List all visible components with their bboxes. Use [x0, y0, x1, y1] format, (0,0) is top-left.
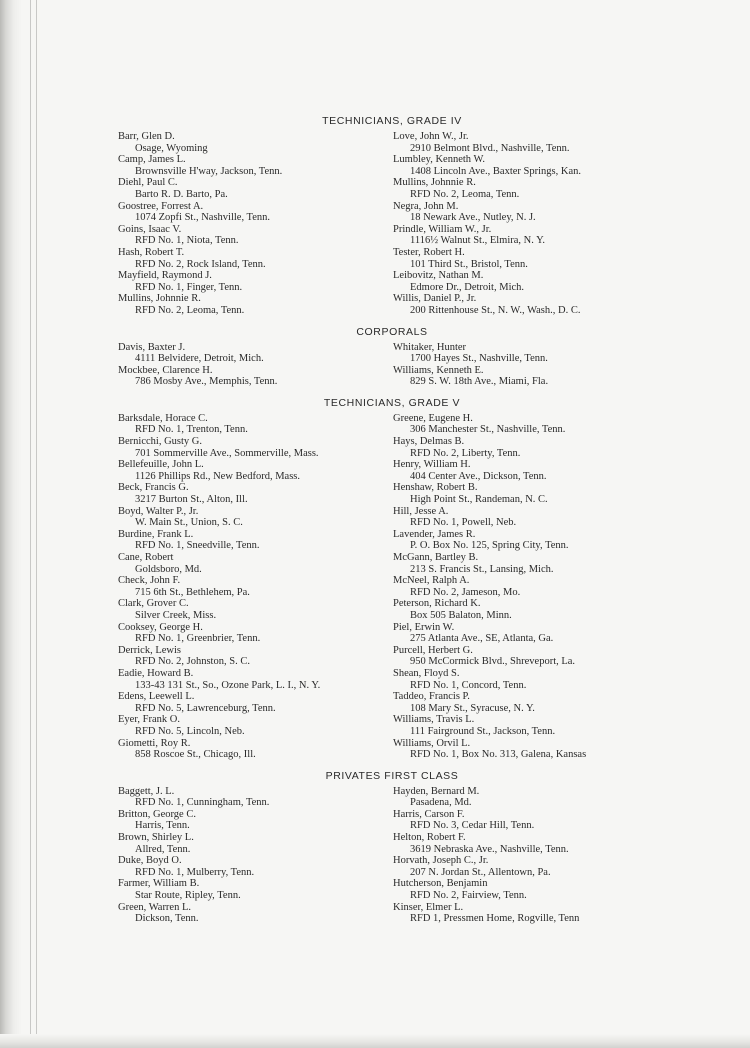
page-edge-line — [30, 0, 31, 1048]
soldier-name: Horvath, Joseph C., Jr. — [393, 855, 489, 867]
soldier-name: Piel, Erwin W. — [393, 621, 455, 633]
soldier-name: Beck, Francis G. — [118, 482, 189, 494]
roster-entry — [393, 738, 666, 761]
soldier-address: 207 N. Jordan St., Allentown, Pa. — [410, 866, 551, 878]
soldier-address: 306 Manchester St., Nashville, Tenn. — [410, 424, 566, 436]
soldier-name: Hash, Robert T. — [118, 246, 185, 258]
soldier-address: 404 Center Ave., Dickson, Tenn. — [410, 470, 547, 482]
section-heading: PRIVATES FIRST CLASS — [325, 769, 459, 782]
soldier-address: Silver Creek, Miss. — [135, 609, 217, 621]
soldier-address: 4111 Belvidere, Detroit, Mich. — [135, 353, 264, 365]
soldier-address: 3619 Nebraska Ave., Nashville, Tenn. — [410, 843, 569, 855]
soldier-address: RFD No. 1, Finger, Tenn. — [135, 281, 243, 293]
roster-section — [118, 769, 666, 925]
soldier-name: Diehl, Paul C. — [118, 177, 178, 189]
soldier-address: RFD No. 1, Niota, Tenn. — [135, 235, 239, 247]
roster-entry — [118, 809, 391, 832]
roster-entry — [118, 575, 391, 598]
soldier-address: 108 Mary St., Syracuse, N. Y. — [410, 702, 535, 714]
roster-entry — [118, 177, 391, 200]
soldier-name: Willis, Daniel P., Jr. — [393, 293, 477, 305]
roster-entry — [393, 668, 666, 691]
roster-entry — [393, 247, 666, 270]
roster-entry — [118, 224, 391, 247]
roster-entry — [393, 506, 666, 529]
soldier-name: Cooksey, George H. — [118, 621, 203, 633]
roster-entry — [393, 645, 666, 668]
soldier-address: Goldsboro, Md. — [135, 563, 202, 575]
soldier-address: W. Main St., Union, S. C. — [135, 517, 243, 529]
soldier-name: Tester, Robert H. — [393, 246, 465, 258]
soldier-address: 111 Fairground St., Jackson, Tenn. — [410, 725, 556, 737]
soldier-address: Pasadena, Md. — [410, 797, 472, 809]
roster-entry — [118, 878, 391, 901]
roster-entry — [118, 365, 391, 388]
soldier-address: RFD No. 1, Cunningham, Tenn. — [135, 797, 270, 809]
soldier-address: 213 S. Francis St., Lansing, Mich. — [410, 563, 554, 575]
soldier-name: Lumbley, Kenneth W. — [393, 154, 486, 166]
page-binding-shadow — [0, 0, 22, 1048]
soldier-address: 701 Sommerville Ave., Sommerville, Mass. — [135, 447, 319, 459]
roster-entry — [118, 131, 391, 154]
soldier-name: Williams, Travis L. — [393, 714, 475, 726]
soldier-address: RFD No. 2, Fairview, Tenn. — [410, 890, 527, 902]
page-bottom-shadow — [0, 1034, 750, 1048]
soldier-address: 829 S. W. 18th Ave., Miami, Fla. — [410, 376, 549, 388]
soldier-name: Davis, Baxter J. — [118, 341, 186, 353]
soldier-address: RFD No. 2, Leoma, Tenn. — [135, 304, 245, 316]
soldier-address: 1116½ Walnut St., Elmira, N. Y. — [410, 235, 545, 247]
soldier-name: Helton, Robert F. — [393, 832, 466, 844]
roster-entry — [393, 342, 666, 365]
soldier-name: Check, John F. — [118, 575, 181, 587]
soldier-address: 18 Newark Ave., Nutley, N. J. — [410, 212, 536, 224]
roster-entry — [118, 293, 391, 316]
left-column — [118, 413, 391, 761]
soldier-address: RFD No. 5, Lincoln, Neb. — [135, 725, 245, 737]
roster-entry — [118, 645, 391, 668]
soldier-address: High Point St., Randeman, N. C. — [410, 494, 548, 506]
soldier-address: RFD No. 2, Leoma, Tenn. — [410, 188, 520, 200]
roster-entry — [393, 177, 666, 200]
roster-section — [118, 325, 666, 388]
soldier-address: 200 Rittenhouse St., N. W., Wash., D. C. — [410, 304, 581, 316]
roster-entry — [393, 436, 666, 459]
roster-entry — [118, 247, 391, 270]
roster-entry — [118, 622, 391, 645]
soldier-name: Boyd, Walter P., Jr. — [118, 505, 199, 517]
section-heading: TECHNICIANS, GRADE IV — [322, 115, 462, 127]
roster-entry — [118, 482, 391, 505]
soldier-address: 133-43 131 St., So., Ozone Park, L. I., N. Y. — [135, 679, 321, 691]
roster-entry — [393, 575, 666, 598]
soldier-name: Burdine, Frank L. — [118, 528, 194, 540]
section-columns — [118, 413, 666, 761]
soldier-name: Bernicchi, Gusty G. — [118, 436, 202, 448]
roster-entry — [118, 201, 391, 224]
soldier-address: 1408 Lincoln Ave., Baxter Springs, Kan. — [410, 165, 581, 177]
roster-entry — [118, 855, 391, 878]
soldier-name: Derrick, Lewis — [118, 644, 181, 656]
soldier-address: Star Route, Ripley, Tenn. — [135, 890, 241, 902]
soldier-address: 1126 Phillips Rd., New Bedford, Mass. — [135, 470, 300, 482]
right-column — [393, 786, 666, 925]
soldier-address: RFD No. 5, Lawrenceburg, Tenn. — [135, 702, 276, 714]
roster-entry — [393, 902, 666, 925]
roster-entry — [118, 552, 391, 575]
roster-entry — [393, 482, 666, 505]
right-column — [393, 413, 666, 761]
soldier-name: McNeel, Ralph A. — [393, 575, 470, 587]
roster-entry — [393, 293, 666, 316]
soldier-name: Edens, Leewell L. — [118, 691, 195, 703]
soldier-address: 858 Roscoe St., Chicago, Ill. — [135, 749, 256, 761]
soldier-name: Goostree, Forrest A. — [118, 200, 204, 212]
soldier-name: Williams, Orvil L. — [393, 737, 471, 749]
soldier-address: Harris, Tenn. — [135, 820, 190, 832]
soldier-name: Goins, Isaac V. — [118, 223, 182, 235]
soldier-address: RFD No. 1, Concord, Tenn. — [410, 679, 527, 691]
roster-entry — [393, 365, 666, 388]
roster-entry — [393, 459, 666, 482]
soldier-name: Clark, Grover C. — [118, 598, 189, 610]
roster-section — [118, 396, 666, 761]
roster-entry — [118, 342, 391, 365]
roster-entry — [118, 154, 391, 177]
roster-entry — [118, 832, 391, 855]
soldier-address: Dickson, Tenn. — [135, 913, 199, 925]
section-heading: CORPORALS — [356, 325, 428, 338]
roster-entry — [393, 786, 666, 809]
roster-entry — [393, 714, 666, 737]
roster-entry — [118, 506, 391, 529]
soldier-address: 1074 Zopfi St., Nashville, Tenn. — [135, 212, 270, 224]
soldier-name: Barr, Glen D. — [118, 131, 175, 142]
soldier-name: Green, Warren L. — [118, 901, 192, 913]
soldier-address: RFD 1, Pressmen Home, Rogville, Tenn — [410, 913, 580, 925]
section-columns — [118, 786, 666, 925]
roster-entry — [393, 529, 666, 552]
soldier-name: Cane, Robert — [118, 552, 174, 563]
soldier-address: Barto R. D. Barto, Pa. — [135, 188, 228, 200]
soldier-name: Williams, Kenneth E. — [393, 364, 484, 376]
roster-entry — [393, 552, 666, 575]
soldier-address: 275 Atlanta Ave., SE, Atlanta, Ga. — [410, 633, 554, 645]
soldier-address: 3217 Burton St., Alton, Ill. — [135, 494, 248, 506]
soldier-name: Negra, John M. — [393, 200, 459, 212]
soldier-name: Mayfield, Raymond J. — [118, 270, 212, 282]
soldier-name: Hays, Delmas B. — [393, 436, 465, 448]
roster-entry — [393, 855, 666, 878]
soldier-name: Brown, Shirley L. — [118, 832, 194, 844]
soldier-name: Hill, Jesse A. — [393, 505, 449, 517]
left-column — [118, 131, 391, 317]
soldier-name: Mullins, Johnnie R. — [393, 177, 476, 189]
soldier-name: Harris, Carson F. — [393, 808, 465, 820]
page-edge-line — [36, 0, 37, 1048]
soldier-name: Bellefeuille, John L. — [118, 459, 204, 471]
roster-entry — [393, 832, 666, 855]
soldier-address: Brownsville H'way, Jackson, Tenn. — [135, 165, 283, 177]
roster-entry — [118, 598, 391, 621]
soldier-name: Eadie, Howard B. — [118, 667, 194, 679]
roster-entry — [393, 809, 666, 832]
roster-entry — [118, 459, 391, 482]
soldier-name: Barksdale, Horace C. — [118, 412, 208, 424]
roster-entry — [118, 902, 391, 925]
right-column — [393, 342, 666, 388]
soldier-name: Love, John W., Jr. — [393, 131, 469, 142]
soldier-name: Purcell, Herbert G. — [393, 644, 473, 656]
roster-entry — [393, 413, 666, 436]
roster-entry — [118, 668, 391, 691]
roster-entry — [118, 270, 391, 293]
soldier-address: Box 505 Balaton, Minn. — [410, 609, 512, 621]
soldier-name: Henshaw, Robert B. — [393, 482, 478, 494]
soldier-address: RFD No. 2, Jameson, Mo. — [410, 586, 521, 598]
soldier-name: Whitaker, Hunter — [393, 341, 467, 353]
soldier-name: Hayden, Bernard M. — [393, 785, 480, 797]
roster-page — [118, 114, 666, 933]
roster-entry — [393, 878, 666, 901]
soldier-address: 101 Third St., Bristol, Tenn. — [410, 258, 528, 270]
soldier-address: Edmore Dr., Detroit, Mich. — [410, 281, 525, 293]
roster-entry — [393, 598, 666, 621]
soldier-address: 786 Mosby Ave., Memphis, Tenn. — [135, 376, 278, 388]
roster-entry — [393, 201, 666, 224]
soldier-name: Eyer, Frank O. — [118, 714, 180, 726]
soldier-address: RFD No. 1, Greenbrier, Tenn. — [135, 633, 261, 645]
soldier-name: Britton, George C. — [118, 808, 196, 820]
soldier-name: Duke, Boyd O. — [118, 855, 182, 867]
soldier-name: Farmer, William B. — [118, 878, 200, 890]
section-heading: TECHNICIANS, GRADE V — [323, 396, 461, 409]
roster-entry — [118, 738, 391, 761]
soldier-address: 715 6th St., Bethlehem, Pa. — [135, 586, 250, 598]
soldier-name: Mockbee, Clarence H. — [118, 364, 213, 376]
soldier-name: Henry, William H. — [393, 459, 471, 471]
roster-entry — [393, 691, 666, 714]
section-columns — [118, 131, 666, 317]
soldier-name: Baggett, J. L. — [118, 785, 175, 797]
roster-section — [118, 114, 666, 317]
soldier-name: Mullins, Johnnie R. — [118, 293, 201, 305]
roster-entry — [118, 714, 391, 737]
soldier-address: Osage, Wyoming — [135, 142, 208, 154]
left-column — [118, 786, 391, 925]
roster-entry — [118, 691, 391, 714]
soldier-name: Taddeo, Francis P. — [393, 691, 470, 703]
section-columns — [118, 342, 666, 388]
soldier-address: 1700 Hayes St., Nashville, Tenn. — [410, 353, 548, 365]
soldier-address: Allred, Tenn. — [135, 843, 191, 855]
soldier-name: McGann, Bartley B. — [393, 552, 479, 563]
soldier-name: Hutcherson, Benjamin — [393, 878, 488, 890]
soldier-name: Leibovitz, Nathan M. — [393, 270, 484, 282]
soldier-address: 2910 Belmont Blvd., Nashville, Tenn. — [410, 142, 570, 154]
left-column — [118, 342, 391, 388]
roster-entry — [393, 622, 666, 645]
soldier-name: Greene, Eugene H. — [393, 412, 473, 424]
soldier-address: RFD No. 2, Liberty, Tenn. — [410, 447, 521, 459]
soldier-address: RFD No. 1, Trenton, Tenn. — [135, 424, 248, 436]
roster-entry — [118, 529, 391, 552]
soldier-address: RFD No. 1, Powell, Neb. — [410, 517, 517, 529]
soldier-address: RFD No. 1, Box No. 313, Galena, Kansas — [410, 749, 587, 761]
roster-entry — [393, 131, 666, 154]
roster-entry — [393, 270, 666, 293]
soldier-name: Giometti, Roy R. — [118, 737, 191, 749]
soldier-name: Lavender, James R. — [393, 528, 476, 540]
soldier-name: Shean, Floyd S. — [393, 667, 460, 679]
roster-entry — [118, 786, 391, 809]
roster-entry — [118, 413, 391, 436]
right-column — [393, 131, 666, 317]
roster-entry — [393, 224, 666, 247]
soldier-address: RFD No. 1, Sneedville, Tenn. — [135, 540, 260, 552]
soldier-name: Kinser, Elmer L. — [393, 901, 464, 913]
soldier-name: Camp, James L. — [118, 154, 186, 166]
soldier-address: RFD No. 2, Rock Island, Tenn. — [135, 258, 266, 270]
soldier-address: RFD No. 3, Cedar Hill, Tenn. — [410, 820, 535, 832]
soldier-address: RFD No. 1, Mulberry, Tenn. — [135, 866, 255, 878]
soldier-name: Prindle, William W., Jr. — [393, 223, 492, 235]
soldier-address: 950 McCormick Blvd., Shreveport, La. — [410, 656, 576, 668]
roster-entry — [393, 154, 666, 177]
roster-entry — [118, 436, 391, 459]
soldier-address: RFD No. 2, Johnston, S. C. — [135, 656, 250, 668]
soldier-name: Peterson, Richard K. — [393, 598, 481, 610]
soldier-address: P. O. Box No. 125, Spring City, Tenn. — [410, 540, 569, 552]
